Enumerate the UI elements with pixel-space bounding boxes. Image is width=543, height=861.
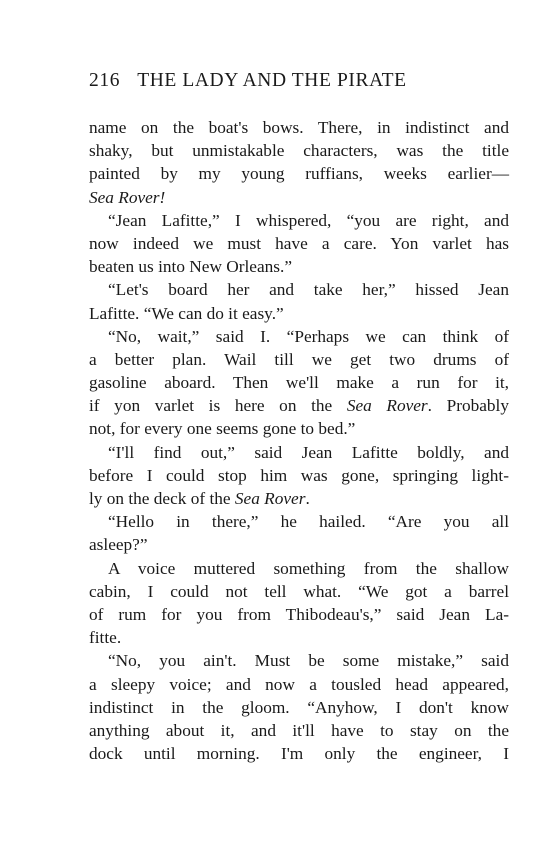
text-line bbox=[89, 649, 509, 672]
text-segment: before I could stop him was gone, springing light- bbox=[89, 465, 509, 485]
text-line bbox=[89, 209, 509, 232]
text-segment: shaky, but unmistakable characters, was the title bbox=[89, 141, 509, 161]
running-title: THE LADY AND THE PIRATE bbox=[137, 70, 407, 91]
text-segment: not, for every one seems gone to bed.” bbox=[89, 419, 356, 439]
text-line bbox=[89, 116, 509, 139]
text-line bbox=[89, 673, 509, 696]
text-segment: “No, you ain't. Must be some mistake,” said bbox=[108, 651, 509, 671]
text-segment: cabin, I could not tell what. “We got a barrel bbox=[89, 581, 509, 601]
text-segment: A voice muttered something from the shallow bbox=[108, 558, 509, 578]
text-segment: indistinct in the gloom. “Anyhow, I don't know bbox=[89, 697, 509, 717]
text-line bbox=[89, 510, 509, 533]
text-segment: dock until morning. I'm only the engineer, I bbox=[89, 744, 509, 764]
text-segment: . Probably bbox=[427, 396, 509, 416]
text-segment: fitte. bbox=[89, 628, 122, 648]
text-segment: a better plan. Wail till we get two drums of bbox=[89, 349, 509, 369]
text-line bbox=[89, 719, 509, 742]
text-segment: ly on the deck of the bbox=[89, 489, 235, 508]
text-line bbox=[89, 186, 509, 209]
text-line bbox=[89, 487, 509, 510]
text-segment: name on the boat's bows. There, in indistinct and bbox=[89, 118, 509, 137]
italic-text: Sea Rover! bbox=[89, 187, 166, 207]
text-line bbox=[89, 626, 509, 649]
text-line bbox=[89, 139, 509, 162]
text-line bbox=[89, 417, 509, 440]
text-line bbox=[89, 255, 509, 278]
text-line bbox=[89, 464, 509, 487]
italic-text: Sea Rover bbox=[346, 396, 428, 416]
text-line bbox=[89, 371, 509, 394]
text-line bbox=[89, 394, 509, 417]
text-line bbox=[89, 580, 509, 603]
text-segment: . bbox=[305, 489, 310, 508]
text-segment: of rum for you from Thibodeau's,” said Jean La- bbox=[89, 604, 509, 624]
text-segment: a sleepy voice; and now a tousled head appeared, bbox=[89, 674, 509, 694]
text-segment: now indeed we must have a care. Yon varlet has bbox=[89, 233, 509, 253]
text-segment: gasoline aboard. Then we'll make a run for it, bbox=[89, 373, 509, 393]
text-line bbox=[89, 302, 509, 325]
text-segment: “No, wait,” said I. “Perhaps we can think of bbox=[108, 326, 509, 346]
text-line bbox=[89, 278, 509, 301]
text-line bbox=[89, 742, 509, 765]
text-line bbox=[89, 232, 509, 255]
text-segment: “Hello in there,” he hailed. “Are you all bbox=[108, 512, 509, 532]
running-header bbox=[89, 70, 407, 92]
text-segment: “I'll find out,” said Jean Lafitte boldly, and bbox=[108, 442, 509, 462]
italic-text: Sea Rover bbox=[234, 489, 306, 508]
text-line bbox=[89, 325, 509, 348]
text-line bbox=[89, 162, 509, 185]
text-segment: asleep?” bbox=[89, 535, 148, 555]
text-segment: anything about it, and it'll have to stay on the bbox=[89, 720, 509, 740]
text-segment: Lafitte. “We can do it easy.” bbox=[89, 303, 284, 323]
text-line bbox=[89, 696, 509, 719]
text-line bbox=[89, 348, 509, 371]
text-line bbox=[89, 603, 509, 626]
body-text bbox=[89, 116, 509, 765]
text-segment: if yon varlet is here on the bbox=[89, 396, 347, 416]
text-line bbox=[89, 533, 509, 556]
text-segment: “Let's board her and take her,” hissed Jean bbox=[108, 280, 509, 300]
text-line bbox=[89, 441, 509, 464]
page-number: 216 bbox=[89, 70, 121, 91]
text-segment: “Jean Lafitte,” I whispered, “you are right, and bbox=[108, 210, 509, 230]
text-line bbox=[89, 557, 509, 580]
text-segment: beaten us into New Orleans.” bbox=[89, 257, 292, 277]
text-segment: painted by my young ruffians, weeks earlier— bbox=[89, 164, 509, 184]
